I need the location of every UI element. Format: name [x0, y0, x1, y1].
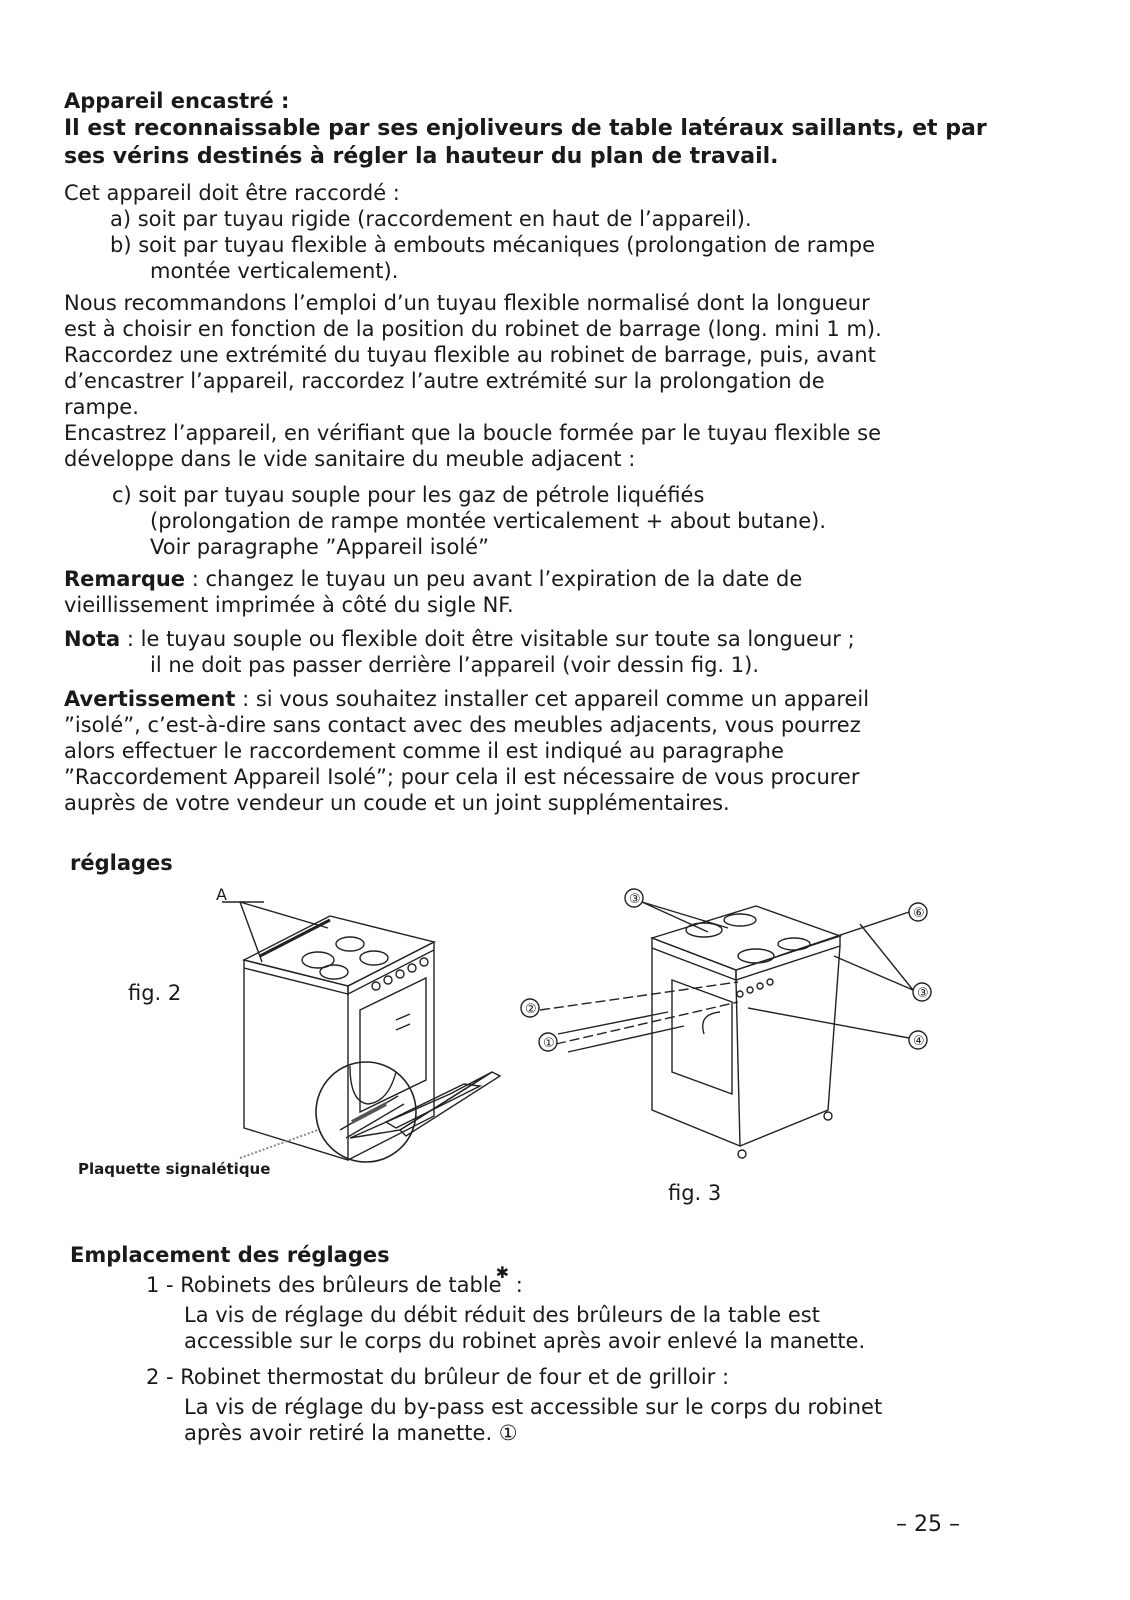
- fig-3-callout-3-top: ③: [629, 892, 641, 907]
- remarque-label: Remarque: [64, 567, 186, 591]
- item-1-body-line: La vis de réglage du débit réduit des brûleurs de la table est: [184, 1303, 820, 1327]
- remarque-line-2: vieillissement imprimée à côté du sigle NF.: [64, 593, 514, 617]
- remarque-text: : changez le tuyau un peu avant l’expiration de la date de: [185, 567, 803, 591]
- paragraph-line: d’encastrer l’appareil, raccordez l’autre extrémité sur la prolongation de: [64, 369, 825, 393]
- fig-3-callout-4: ④: [913, 1034, 925, 1049]
- fig-3-cooker-illustration: [508, 884, 948, 1174]
- item-b-line-2: montée verticalement).: [150, 259, 399, 283]
- fig-2-cooker-illustration: [200, 890, 520, 1180]
- asterisk-icon: ✱: [495, 1263, 510, 1282]
- avertissement-text: : si vous souhaitez installer cet appareil comme un appareil: [235, 687, 870, 711]
- fig-2-caption: fig. 2: [128, 981, 182, 1005]
- page-number: – 25 –: [896, 1512, 960, 1537]
- paragraph-line: Nous recommandons l’emploi d’un tuyau flexible normalisé dont la longueur: [64, 291, 870, 315]
- avertissement-line: ”isolé”, c’est-à-dire sans contact avec des meubles adjacents, vous pourrez: [64, 713, 861, 737]
- item-2-body-line: après avoir retiré la manette. ①: [184, 1421, 518, 1445]
- fig-2-plate-label: Plaquette signalétique: [78, 1160, 271, 1178]
- paragraph-line: Raccordez une extrémité du tuyau flexible au robinet de barrage, puis, avant: [64, 343, 876, 367]
- nota-label: Nota: [64, 627, 121, 651]
- avertissement-line: auprès de votre vendeur un coude et un joint supplémentaires.: [64, 791, 730, 815]
- fig-3-callout-3-right: ③: [917, 986, 929, 1001]
- nota-text: : le tuyau souple ou flexible doit être visitable sur toute sa longueur ;: [120, 627, 855, 651]
- item-c-line-2: (prolongation de rampe montée verticalement + about butane).: [150, 509, 826, 533]
- item-1-title-colon: :: [509, 1273, 523, 1297]
- paragraph-line: est à choisir en fonction de la position du robinet de barrage (long. mini 1 m).: [64, 317, 882, 341]
- avertissement-line: ”Raccordement Appareil Isolé”; pour cela il est nécessaire de vous procurer: [64, 765, 860, 789]
- paragraph-line: développe dans le vide sanitaire du meuble adjacent :: [64, 447, 636, 471]
- avertissement-line: alors effectuer le raccordement comme il est indiqué au paragraphe: [64, 739, 784, 763]
- remarque-line-1: [64, 566, 802, 592]
- section-title-emplacement: Emplacement des réglages: [70, 1243, 390, 1267]
- intro-text: Cet appareil doit être raccordé :: [64, 181, 400, 205]
- nota-line-1: [64, 626, 855, 652]
- item-c-line-1: c) soit par tuyau souple pour les gaz de pétrole liquéfiés: [112, 483, 705, 507]
- fig-3-callout-6: ⑥: [913, 906, 925, 921]
- lead-line-2: ses vérins destinés à régler la hauteur du plan de travail.: [64, 144, 779, 169]
- fig-2-label-a: A: [216, 885, 227, 904]
- fig-3-callout-1: ①: [543, 1036, 555, 1051]
- item-1-title-text: 1 - Robinets des brûleurs de table: [146, 1273, 502, 1297]
- fig-3-callout-2: ②: [525, 1002, 537, 1017]
- item-a: a) soit par tuyau rigide (raccordement en haut de l’appareil).: [110, 207, 752, 231]
- item-1-body-line: accessible sur le corps du robinet après avoir enlevé la manette.: [184, 1329, 866, 1353]
- nota-line-2: il ne doit pas passer derrière l’appareil (voir dessin fig. 1).: [150, 653, 760, 677]
- item-1-title: [146, 1263, 523, 1300]
- item-c-line-3: Voir paragraphe ”Appareil isolé”: [150, 535, 489, 559]
- item-2-title: 2 - Robinet thermostat du brûleur de four et de grilloir :: [146, 1365, 730, 1389]
- lead-line-1: Il est reconnaissable par ses enjoliveurs de table latéraux saillants, et par: [64, 116, 987, 141]
- paragraph-line: rampe.: [64, 395, 139, 419]
- avertissement-label: Avertissement: [64, 687, 236, 711]
- fig-3-caption: fig. 3: [668, 1181, 722, 1205]
- item-2-body-line: La vis de réglage du by-pass est accessible sur le corps du robinet: [184, 1395, 883, 1419]
- section-title-reglages: réglages: [70, 851, 173, 875]
- section-title-appareil-encastre: Appareil encastré :: [64, 89, 290, 113]
- avertissement-line-1: [64, 686, 869, 712]
- paragraph-line: Encastrez l’appareil, en vérifiant que la boucle formée par le tuyau flexible se: [64, 421, 881, 445]
- item-b-line-1: b) soit par tuyau flexible à embouts mécaniques (prolongation de rampe: [110, 233, 876, 257]
